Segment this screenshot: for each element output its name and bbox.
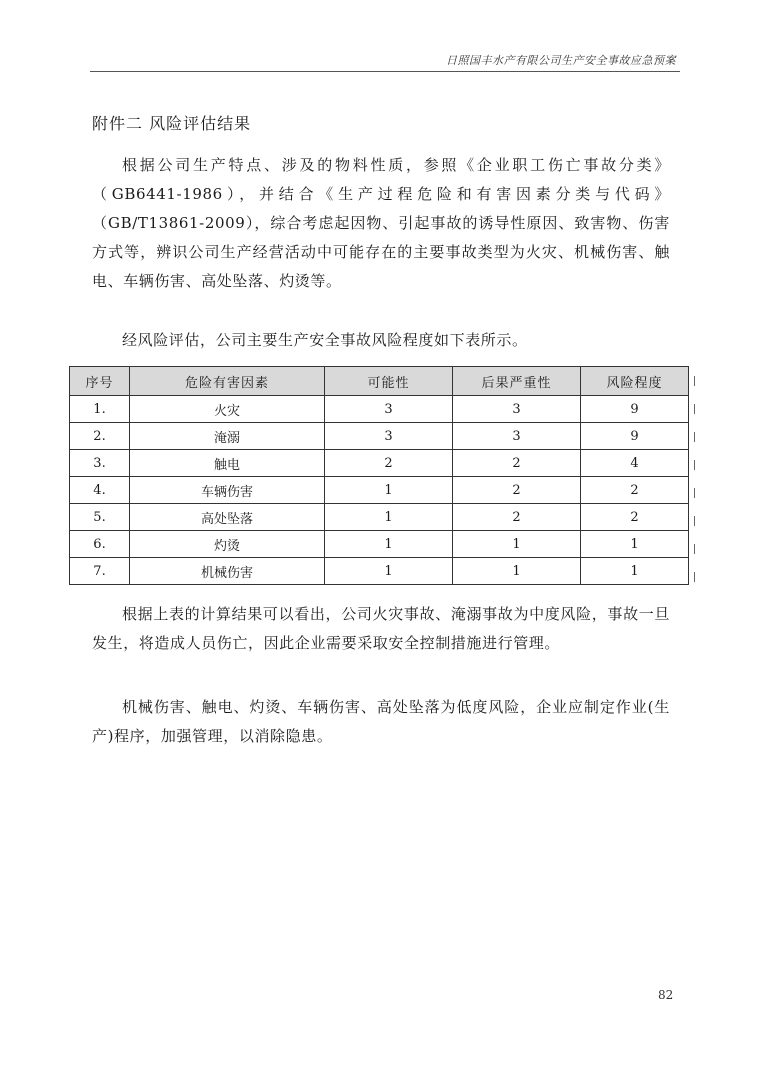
margin-tick xyxy=(694,516,695,526)
cell-likelihood: 1 xyxy=(325,504,453,531)
cell-hazard: 灼烫 xyxy=(130,531,325,558)
header-risk-level: 风险程度 xyxy=(581,367,689,396)
table-lead-paragraph: 经风险评估，公司主要生产安全事故风险程度如下表所示。 xyxy=(122,331,528,349)
page-number: 82 xyxy=(658,988,674,1002)
cell-index: 3. xyxy=(70,450,130,477)
cell-likelihood: 1 xyxy=(325,531,453,558)
conclusion-paragraph-low: 机械伤害、触电、灼烫、车辆伤害、高处坠落为低度风险，企业应制定作业(生产)程序，加强管理，以消除隐患。 xyxy=(92,698,670,745)
table-header-row xyxy=(70,367,689,396)
conclusion-paragraph-moderate: 根据上表的计算结果可以看出，公司火灾事故、淹溺事故为中度风险，事故一旦发生，将造成人员伤亡，因此企业需要采取安全控制措施进行管理。 xyxy=(92,605,670,652)
cell-severity: 3 xyxy=(453,396,581,423)
cell-index: 4. xyxy=(70,477,130,504)
cell-hazard: 机械伤害 xyxy=(130,558,325,585)
cell-severity: 1 xyxy=(453,558,581,585)
cell-index: 2. xyxy=(70,423,130,450)
margin-tick xyxy=(694,572,695,582)
cell-hazard: 高处坠落 xyxy=(130,504,325,531)
cell-index: 6. xyxy=(70,531,130,558)
cell-risk-level: 9 xyxy=(581,423,689,450)
cell-hazard: 车辆伤害 xyxy=(130,477,325,504)
cell-likelihood: 3 xyxy=(325,396,453,423)
table-row xyxy=(70,531,689,558)
cell-severity: 2 xyxy=(453,504,581,531)
risk-assessment-table xyxy=(69,366,689,585)
margin-tick xyxy=(694,544,695,554)
cell-severity: 2 xyxy=(453,450,581,477)
cell-hazard: 火灾 xyxy=(130,396,325,423)
margin-tick xyxy=(694,376,695,386)
table-row xyxy=(70,396,689,423)
cell-severity: 3 xyxy=(453,423,581,450)
cell-risk-level: 1 xyxy=(581,558,689,585)
header-hazard: 危险有害因素 xyxy=(130,367,325,396)
cell-risk-level: 2 xyxy=(581,504,689,531)
header-index: 序号 xyxy=(70,367,130,396)
table-row xyxy=(70,477,689,504)
cell-index: 7. xyxy=(70,558,130,585)
cell-risk-level: 4 xyxy=(581,450,689,477)
page-header-title: 日照国丰水产有限公司生产安全事故应急预案 xyxy=(446,54,676,67)
cell-risk-level: 2 xyxy=(581,477,689,504)
margin-tick xyxy=(694,404,695,414)
cell-severity: 2 xyxy=(453,477,581,504)
cell-hazard: 触电 xyxy=(130,450,325,477)
cell-likelihood: 1 xyxy=(325,477,453,504)
margin-tick xyxy=(694,488,695,498)
table-row xyxy=(70,504,689,531)
intro-paragraph: 根据公司生产特点、涉及的物料性质，参照《企业职工伤亡事故分类》（GB6441-1986），并结合《生产过程危险和有害因素分类与代码》（GB/T13861-2009），综合考虑起因物、引起事故的诱导性原因、致害物、伤害方式等，辨识公司生产经营活动中可能存在的主要事故类型为火灾、机械伤害、触电、车辆伤害、高处坠落、灼烫等。 xyxy=(92,156,670,290)
table-row xyxy=(70,423,689,450)
section-heading: 附件二 风险评估结果 xyxy=(92,114,252,133)
table-row xyxy=(70,558,689,585)
cell-risk-level: 1 xyxy=(581,531,689,558)
margin-tick xyxy=(694,460,695,470)
cell-hazard: 淹溺 xyxy=(130,423,325,450)
cell-severity: 1 xyxy=(453,531,581,558)
header-divider xyxy=(90,71,680,72)
cell-index: 1. xyxy=(70,396,130,423)
margin-tick xyxy=(694,432,695,442)
header-likelihood: 可能性 xyxy=(325,367,453,396)
cell-likelihood: 1 xyxy=(325,558,453,585)
cell-risk-level: 9 xyxy=(581,396,689,423)
cell-likelihood: 2 xyxy=(325,450,453,477)
cell-likelihood: 3 xyxy=(325,423,453,450)
table-row xyxy=(70,450,689,477)
cell-index: 5. xyxy=(70,504,130,531)
header-severity: 后果严重性 xyxy=(453,367,581,396)
